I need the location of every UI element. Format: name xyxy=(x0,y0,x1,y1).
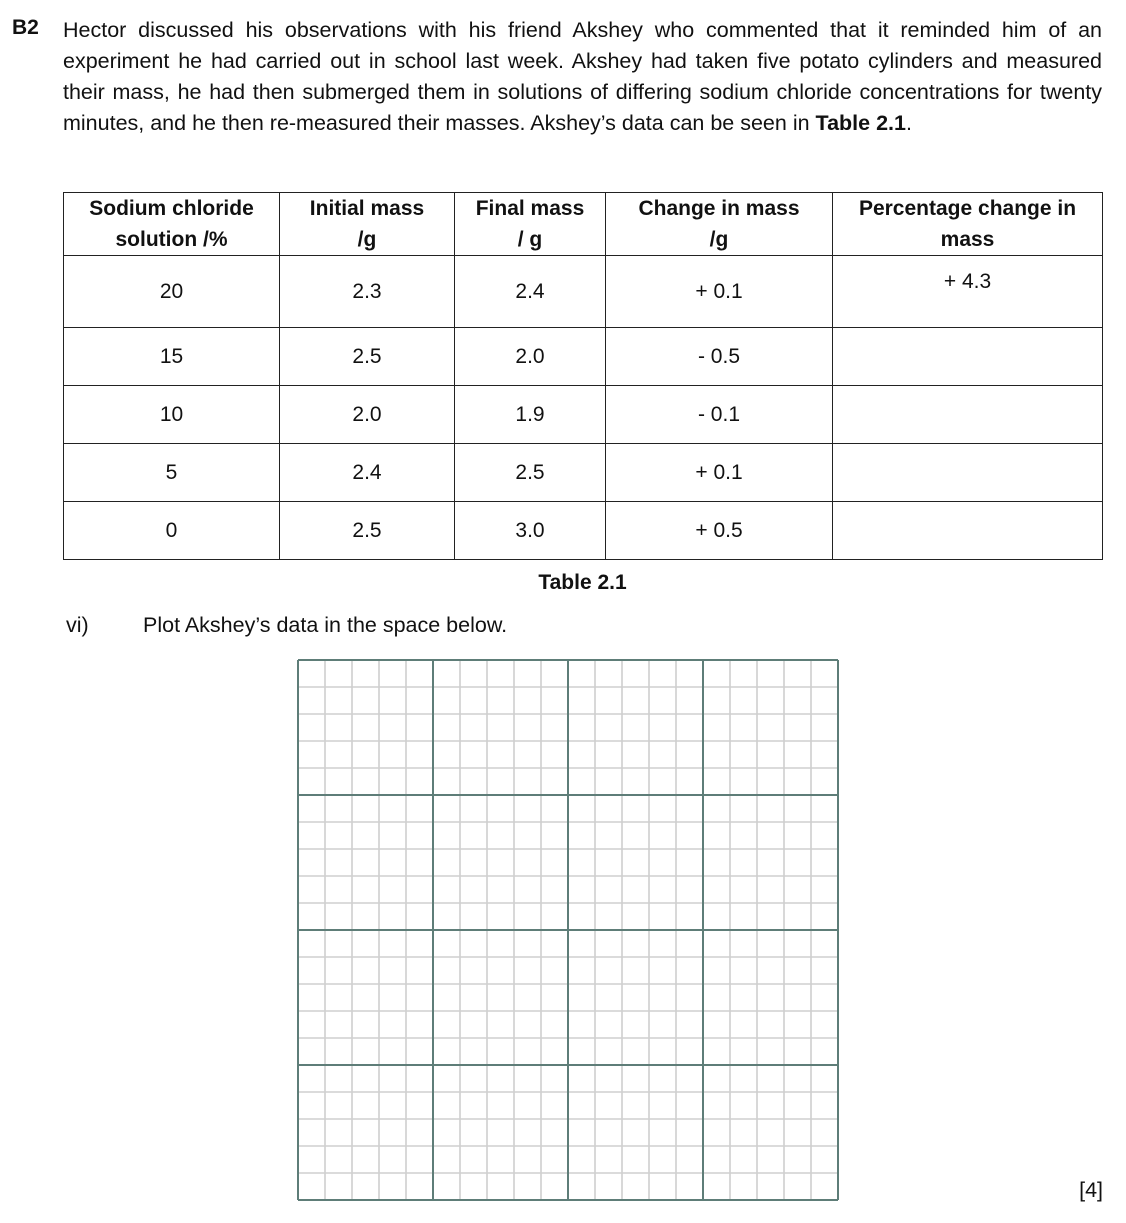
header-concentration xyxy=(64,193,280,256)
table-cell: 2.5 xyxy=(280,502,455,560)
table-row xyxy=(64,386,1103,444)
data-table xyxy=(63,192,1103,560)
header-percentage-change xyxy=(833,193,1103,256)
stem-end: . xyxy=(905,111,912,135)
header-line: / g xyxy=(517,228,543,251)
header-line: mass xyxy=(940,228,995,251)
table-cell: 2.4 xyxy=(455,256,606,328)
question-stem xyxy=(63,15,1102,139)
table-cell: 1.9 xyxy=(455,386,606,444)
table-reference: Table 2.1 xyxy=(815,111,906,135)
table-cell: 2.5 xyxy=(455,444,606,502)
table-cell: 2.0 xyxy=(455,328,606,386)
answer-cell[interactable] xyxy=(833,502,1103,560)
table-cell: 20 xyxy=(64,256,280,328)
header-line: /g xyxy=(709,228,729,251)
table-cell: + 0.5 xyxy=(606,502,833,560)
header-line: Sodium chloride xyxy=(89,197,254,220)
table-cell: + 4.3 xyxy=(833,256,1103,328)
header-initial-mass xyxy=(280,193,455,256)
header-line: Percentage change in xyxy=(858,197,1077,220)
table-cell: 2.0 xyxy=(280,386,455,444)
part-label: vi) xyxy=(66,613,89,637)
header-change-in-mass xyxy=(606,193,833,256)
part-instruction: Plot Akshey’s data in the space below. xyxy=(143,613,508,637)
table-cell: 2.4 xyxy=(280,444,455,502)
header-line: solution /% xyxy=(115,228,228,251)
question-number: B2 xyxy=(12,16,39,39)
table-cell: 2.5 xyxy=(280,328,455,386)
graph-paper-grid[interactable] xyxy=(297,659,839,1201)
table-row xyxy=(64,502,1103,560)
table-cell: 2.3 xyxy=(280,256,455,328)
header-final-mass xyxy=(455,193,606,256)
table-header-row xyxy=(64,193,1103,256)
table-cell: - 0.5 xyxy=(606,328,833,386)
table-row xyxy=(64,328,1103,386)
table-cell: 5 xyxy=(64,444,280,502)
answer-cell[interactable] xyxy=(833,328,1103,386)
header-line: Change in mass xyxy=(638,197,800,220)
table-row xyxy=(64,256,1103,328)
answer-cell[interactable] xyxy=(833,386,1103,444)
stem-text: Hector discussed his observations with his friend Akshey who commented that it reminded him of an experiment he had carried out in school last week. Akshey had taken five potato cylinders and measured their mass, he had then submerged them in solutions of differing sodium chloride concentrations for twenty minutes, and he then re-measured their masses. Akshey’s data can be seen in xyxy=(63,18,1102,135)
table-cell: - 0.1 xyxy=(606,386,833,444)
answer-cell[interactable] xyxy=(833,444,1103,502)
header-line: Initial mass xyxy=(309,197,425,220)
marks-allocation: [4] xyxy=(1079,1178,1103,1202)
table-row xyxy=(64,444,1103,502)
header-line: Final mass xyxy=(475,197,585,220)
table-cell: + 0.1 xyxy=(606,444,833,502)
table-cell: 15 xyxy=(64,328,280,386)
table-cell: 0 xyxy=(64,502,280,560)
table-cell: + 0.1 xyxy=(606,256,833,328)
header-line: /g xyxy=(357,228,377,251)
table-caption: Table 2.1 xyxy=(538,571,627,594)
table-cell: 3.0 xyxy=(455,502,606,560)
table-cell: 10 xyxy=(64,386,280,444)
